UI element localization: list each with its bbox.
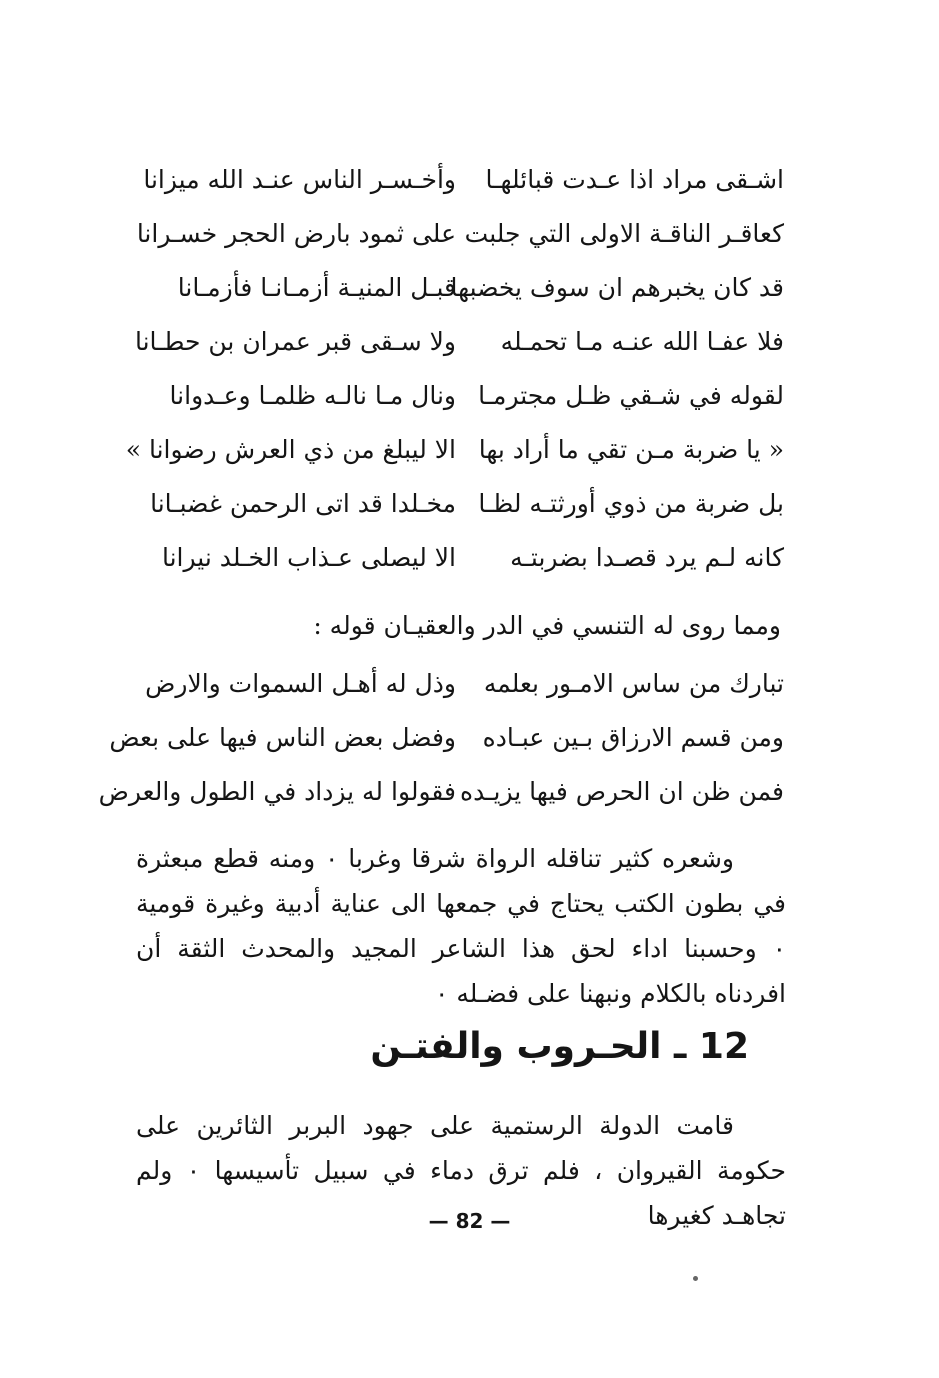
verse-line (138, 160, 784, 200)
verse-first-hemistich: فمن ظن ان الحرص فيها يزيـده (459, 777, 784, 806)
verse-second-hemistich: ونال مـا نالـه ظلمـا وعـدوانا (169, 381, 456, 410)
verse-line (98, 772, 784, 812)
verse-second-hemistich: وذل له أهـل السموات والارض (145, 669, 456, 698)
verse-line (134, 322, 784, 362)
verse-first-hemistich: فلا عفـا الله عنـه مـا تحمـله (500, 327, 784, 356)
verse-first-hemistich: كانه لـم يرد قصـدا بضربتـه (510, 543, 784, 572)
verse-second-hemistich: الا ليبلغ من ذي العرش رضوانا » (125, 435, 456, 464)
verse-second-hemistich: وأخـسـر الناس عنـد الله ميزانا (143, 165, 456, 194)
verse-line (109, 718, 784, 758)
paragraph-1: وشعره كثير تناقله الرواة شرقا وغربا ٠ ومنه قطع مبعثرة في بطون الكتب يحتاج في جمعها الى عناية أدبية وغيرة قومية ٠ وحسبنا اداء لحق هذا الشاعر المجيد والمحدث الثقة أن افردناه بالكلام ونبهنا على فضـله ٠ (136, 844, 786, 1008)
verse-second-hemistich: ولا سـقى قبر عمران بن حطـانا (134, 327, 456, 356)
paragraph-2: قامت الدولة الرستمية على جهود البربر الثائرين على حكومة القيروان ، فلم ترق دماء في سبيل تأسيسها ٠ ولم تجاهـد كغيرها (136, 1111, 786, 1230)
verse-second-hemistich: مخـلدا قد اتى الرحمن غضبـانا (150, 489, 456, 518)
verse-line (138, 268, 784, 308)
verse-line (125, 430, 784, 470)
verse-first-hemistich: لقوله في شـقي ظـل مجترمـا (478, 381, 784, 410)
intro-line: ومما روى له التنسي في الدر والعقيـان قوله : (313, 611, 781, 640)
verse-first-hemistich: تبارك من ساس الامـور بعلمه (483, 669, 784, 698)
verse-line (138, 376, 784, 416)
print-speck (693, 1276, 698, 1281)
verse-first-hemistich: كعاقـر الناقـة الاولى التي جلبت (464, 219, 784, 248)
verse-first-hemistich: ومن قسم الارزاق بـين عبـاده (482, 723, 784, 752)
verse-second-hemistich: الا ليصلى عـذاب الخـلد نيرانا (161, 543, 456, 572)
verse-line (138, 664, 784, 704)
verse-line (138, 484, 784, 524)
poem-block-2 (98, 664, 784, 824)
section-heading: 12 ـ الحـروب والفتـن (370, 1026, 749, 1067)
verse-line (138, 538, 784, 578)
verse-line (138, 214, 784, 254)
verse-first-hemistich: « يا ضربة مـن تقي ما أراد بها (478, 435, 784, 464)
verse-second-hemistich: على ثمود بارض الحجر خسـرانا (136, 219, 456, 248)
poem-block-1 (125, 160, 784, 572)
page-number: — 82 — (428, 1209, 511, 1233)
verse-second-hemistich: وفضل بعض الناس فيها على بعض (109, 723, 456, 752)
verse-first-hemistich: اشـقى مراد اذا عـدت قبائلهـا (485, 165, 784, 194)
verse-second-hemistich: قبـل المنيـة أزمـانـا فأزمـانا (177, 273, 456, 302)
verse-first-hemistich: بل ضربة من ذوي أورثتـه لظـا (478, 489, 784, 518)
verse-second-hemistich: فقولوا له يزداد في الطول والعرض (98, 777, 456, 806)
verse-first-hemistich: قد كان يخبرهم ان سوف يخضبها (450, 273, 784, 302)
